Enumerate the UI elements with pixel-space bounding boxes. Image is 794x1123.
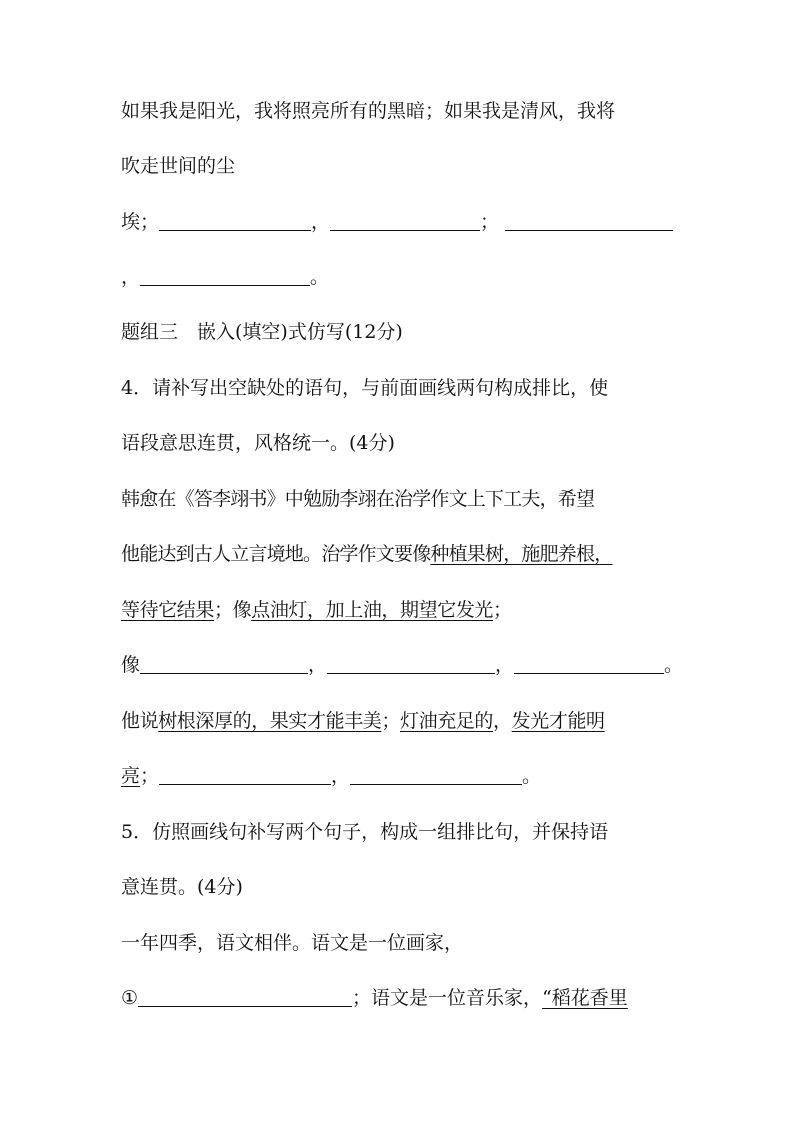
- passage-line-1-text: 韩愈在《答李翊书》中勉励李翊在治学作文上下工夫，希望: [121, 488, 595, 510]
- underlined-phrase-7: 亮: [121, 765, 141, 787]
- fill-blank-7: [514, 672, 664, 674]
- fill-blank-6: [327, 672, 495, 674]
- passage-line-6-comma: ，: [331, 765, 351, 787]
- fill-blank-4: [140, 284, 310, 286]
- underlined-phrase-6: 发光才能明: [511, 710, 605, 732]
- passage-line-2-text: 他能达到古人立言境地。治学作文要像: [121, 543, 431, 565]
- fill-blank-2: [330, 229, 480, 231]
- question-5-prompt-2: 意连贯。(4分): [121, 876, 243, 898]
- underlined-phrase-1: 种植果树，施肥养根，: [430, 543, 613, 565]
- text-line-2: [121, 154, 235, 178]
- passage-line-6-end: 。: [522, 765, 542, 787]
- question-5-line-3: [121, 931, 463, 955]
- question-5-line-4: [121, 986, 628, 1010]
- line-3-separator-2: ；: [480, 211, 500, 233]
- underlined-phrase-4: 树根深厚的，果实才能丰美: [158, 710, 382, 732]
- passage-line-3-end: ；: [493, 599, 512, 621]
- passage-line-4: [121, 653, 683, 677]
- question-5-line-2: [121, 875, 243, 899]
- passage-line-5: [121, 709, 605, 733]
- passage-line-1: [121, 487, 594, 511]
- fill-blank-9: [350, 783, 522, 785]
- passage-line-6-sep: ；: [140, 765, 160, 787]
- section-heading: [121, 320, 403, 344]
- fill-blank-1: [159, 229, 311, 231]
- question-4-line-2: [121, 431, 395, 455]
- line-4-end: 。: [310, 266, 330, 288]
- fill-blank-5: [140, 672, 308, 674]
- text-line-3: [121, 210, 673, 234]
- passage-line-3: [121, 598, 512, 622]
- passage-line-5-sep: ；: [381, 710, 401, 732]
- circled-number-1: ①: [121, 987, 139, 1009]
- passage-line-4-sep-2: ，: [495, 654, 515, 676]
- question-4-line-1: [121, 376, 608, 400]
- passage-line-3-mid: ；像: [214, 599, 252, 621]
- question-5-line-4-text: ；语文是一位音乐家，: [352, 987, 543, 1009]
- passage-line-2: [121, 542, 612, 566]
- passage-line-5-start: 他说: [121, 710, 159, 732]
- fill-blank-10: [138, 1005, 352, 1007]
- text-line-1: [121, 99, 615, 123]
- section-heading-text: 题组三 嵌入(填空)式仿写(12分): [121, 321, 403, 343]
- underlined-phrase-3: 点油灯，加上油，期望它发光: [251, 599, 494, 621]
- underlined-phrase-2: 等待它结果: [121, 599, 215, 621]
- text-line-2-content: 吹走世间的尘: [121, 155, 236, 177]
- passage-line-4-sep-1: ，: [308, 654, 328, 676]
- passage-line-4-start: 像: [121, 654, 141, 676]
- line-3-separator-1: ，: [311, 211, 331, 233]
- question-5-prompt-1: 5．仿照画线句补写两个句子，构成一组排比句，并保持语: [121, 821, 609, 843]
- text-line-4: [121, 265, 329, 289]
- line-3-start: 埃；: [121, 211, 160, 233]
- underlined-phrase-5: 灯油充足的: [400, 710, 494, 732]
- fill-blank-8: [159, 783, 331, 785]
- text-line-1-content: 如果我是阳光，我将照亮所有的黑暗；如果我是清风，我将: [121, 100, 616, 122]
- passage-line-4-end: 。: [664, 654, 684, 676]
- passage-line-5-comma: ，: [493, 710, 512, 732]
- question-5-text: 一年四季，语文相伴。语文是一位画家，: [121, 932, 464, 954]
- passage-line-6: [121, 764, 541, 788]
- underlined-quote: “稻花香里: [542, 987, 628, 1009]
- line-4-start: ，: [121, 266, 141, 288]
- question-5-line-1: [121, 820, 608, 844]
- question-4-prompt-1: 4．请补写出空缺处的语句，与前面画线两句构成排比，使: [121, 377, 609, 399]
- question-4-prompt-2: 语段意思连贯，风格统一。(4分): [121, 432, 395, 454]
- fill-blank-3: [505, 229, 673, 231]
